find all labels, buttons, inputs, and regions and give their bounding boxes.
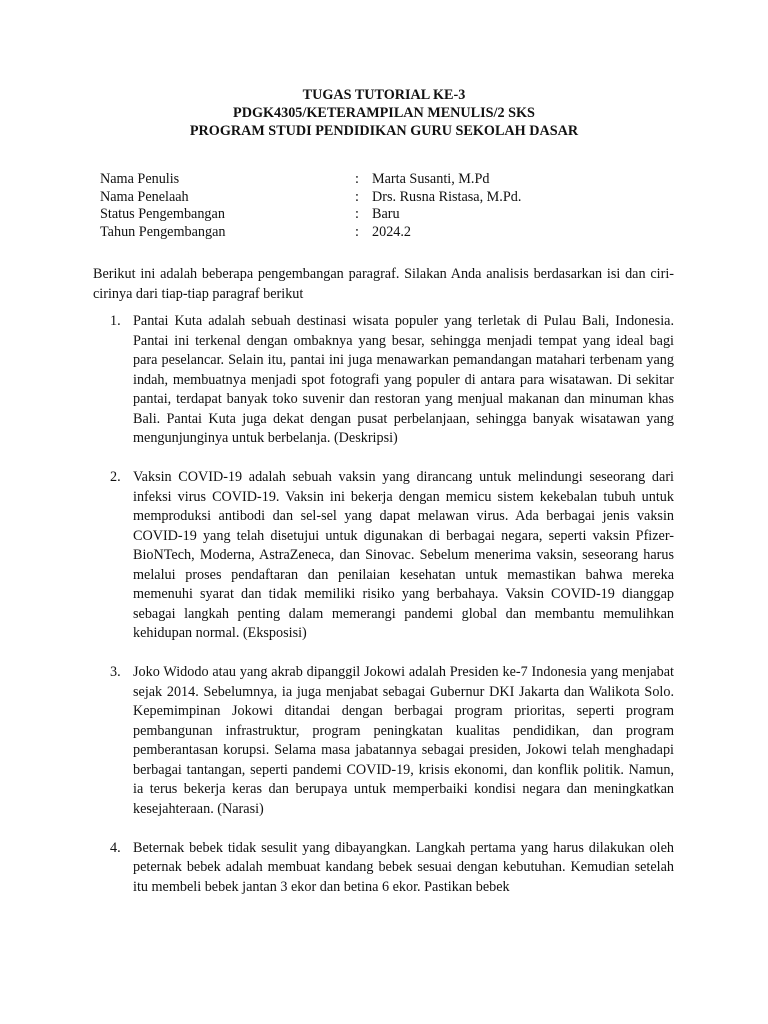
list-item (93, 839, 674, 898)
item-text: Beternak bebek tidak sesulit yang dibayangkan. Langkah pertama yang harus dilakukan oleh peternak bebek adalah membuat kandang bebek sesuai dengan kebutuhan. Kemudian setelah itu membeli bebek jantan 3 ekor dan betina 6 ekor. Pastikan bebek (133, 839, 674, 895)
info-row-status (100, 206, 700, 224)
info-value: 2024.2 (372, 223, 412, 240)
item-number: 2. (110, 469, 121, 485)
info-value: Baru (372, 206, 400, 222)
info-colon: : (355, 188, 359, 205)
header-course: PDGK4305/KETERAMPILAN MENULIS/2 SKS (233, 105, 535, 121)
info-table (100, 171, 700, 241)
info-label: Status Pengembangan (100, 206, 225, 222)
info-colon: : (355, 171, 359, 187)
info-row-tahun (100, 224, 700, 242)
item-text: Joko Widodo atau yang akrab dipanggil Jokowi adalah Presiden ke-7 Indonesia yang menjabat sejak 2014. Sebelumnya, ia juga menjabat sebagai Gubernur DKI Jakarta dan Walikota Solo. Kepemimpinan Jokowi ditandai dengan berbagai program prioritas, seperti program pembangunan infrastruktur, program peningkatan kualitas pendidikan, dan program pemberantasan korupsi. Selama masa jabatannya sebagai presiden, Jokowi telah menghadapi berbagai tantangan, seperti pandemi COVID-19, krisis ekonomi, dan konflik politik. Namun, ia terus bekerja keras dan berupaya untuk memperbaiki kondisi negara dan meningkatkan kesejahteraan. (Narasi) (133, 664, 674, 817)
intro-paragraph: Berikut ini adalah beberapa pengembangan paragraf. Silakan Anda analisis berdasarkan isi dan ciri-cirinya dari tiap-tiap paragraf berikut (93, 266, 674, 302)
paragraph-list (93, 312, 674, 917)
info-value: Drs. Rusna Ristasa, M.Pd. (372, 188, 522, 205)
item-number: 1. (110, 313, 121, 329)
info-row-penelaah (100, 189, 700, 207)
list-item (93, 663, 674, 819)
info-label: Tahun Pengembangan (100, 223, 226, 240)
info-value: Marta Susanti, M.Pd (372, 171, 490, 187)
list-item (93, 312, 674, 449)
item-number: 4. (110, 839, 121, 856)
item-number: 3. (110, 664, 121, 680)
list-item (93, 468, 674, 644)
info-label: Nama Penulis (100, 171, 180, 187)
item-text: Pantai Kuta adalah sebuah destinasi wisata populer yang terletak di Pulau Bali, Indonesia. Pantai ini terkenal dengan ombaknya yang besar, sehingga menjadi tempat yang ideal bagi para peselancar. Selain itu, pantai ini juga menawarkan pemandangan matahari terbenam yang indah, membuatnya menjadi spot fotografi yang populer di antara para wisatawan. Di sekitar pantai, terdapat banyak toko suvenir dan restoran yang menjual makanan dan minuman khas Bali. Pantai Kuta juga dekat dengan pusat perbelanjaan, sehingga banyak wisatawan yang mengunjunginya untuk berbelanja. (Deskripsi) (133, 313, 674, 446)
document-header (0, 86, 768, 140)
item-text: Vaksin COVID-19 adalah sebuah vaksin yang dirancang untuk melindungi seseorang dari infeksi virus COVID-19. Vaksin ini bekerja dengan memicu sistem kekebalan tubuh untuk memproduksi antibodi dan sel-sel yang dapat melawan virus. Ada berbagai jenis vaksin COVID-19 yang telah disetujui untuk digunakan di berbagai negara, seperti vaksin Pfizer-BioNTech, Moderna, AstraZeneca, dan Sinovac. Sebelum menerima vaksin, seseorang harus melalui proses pendaftaran dan penilaian kesehatan untuk memastikan bahwa mereka memenuhi syarat dan tidak memiliki risiko yang berbahaya. Vaksin COVID-19 dianggap sebagai langkah penting dalam memerangi pandemi global dan membantu memulihkan kehidupan normal. (Eksposisi) (133, 469, 674, 641)
header-title: TUGAS TUTORIAL KE-3 (302, 87, 466, 103)
info-row-penulis (100, 171, 700, 189)
header-program: PROGRAM STUDI PENDIDIKAN GURU SEKOLAH DASAR (189, 123, 579, 139)
info-colon: : (355, 223, 359, 240)
info-colon: : (355, 206, 359, 222)
info-label: Nama Penelaah (100, 188, 189, 205)
